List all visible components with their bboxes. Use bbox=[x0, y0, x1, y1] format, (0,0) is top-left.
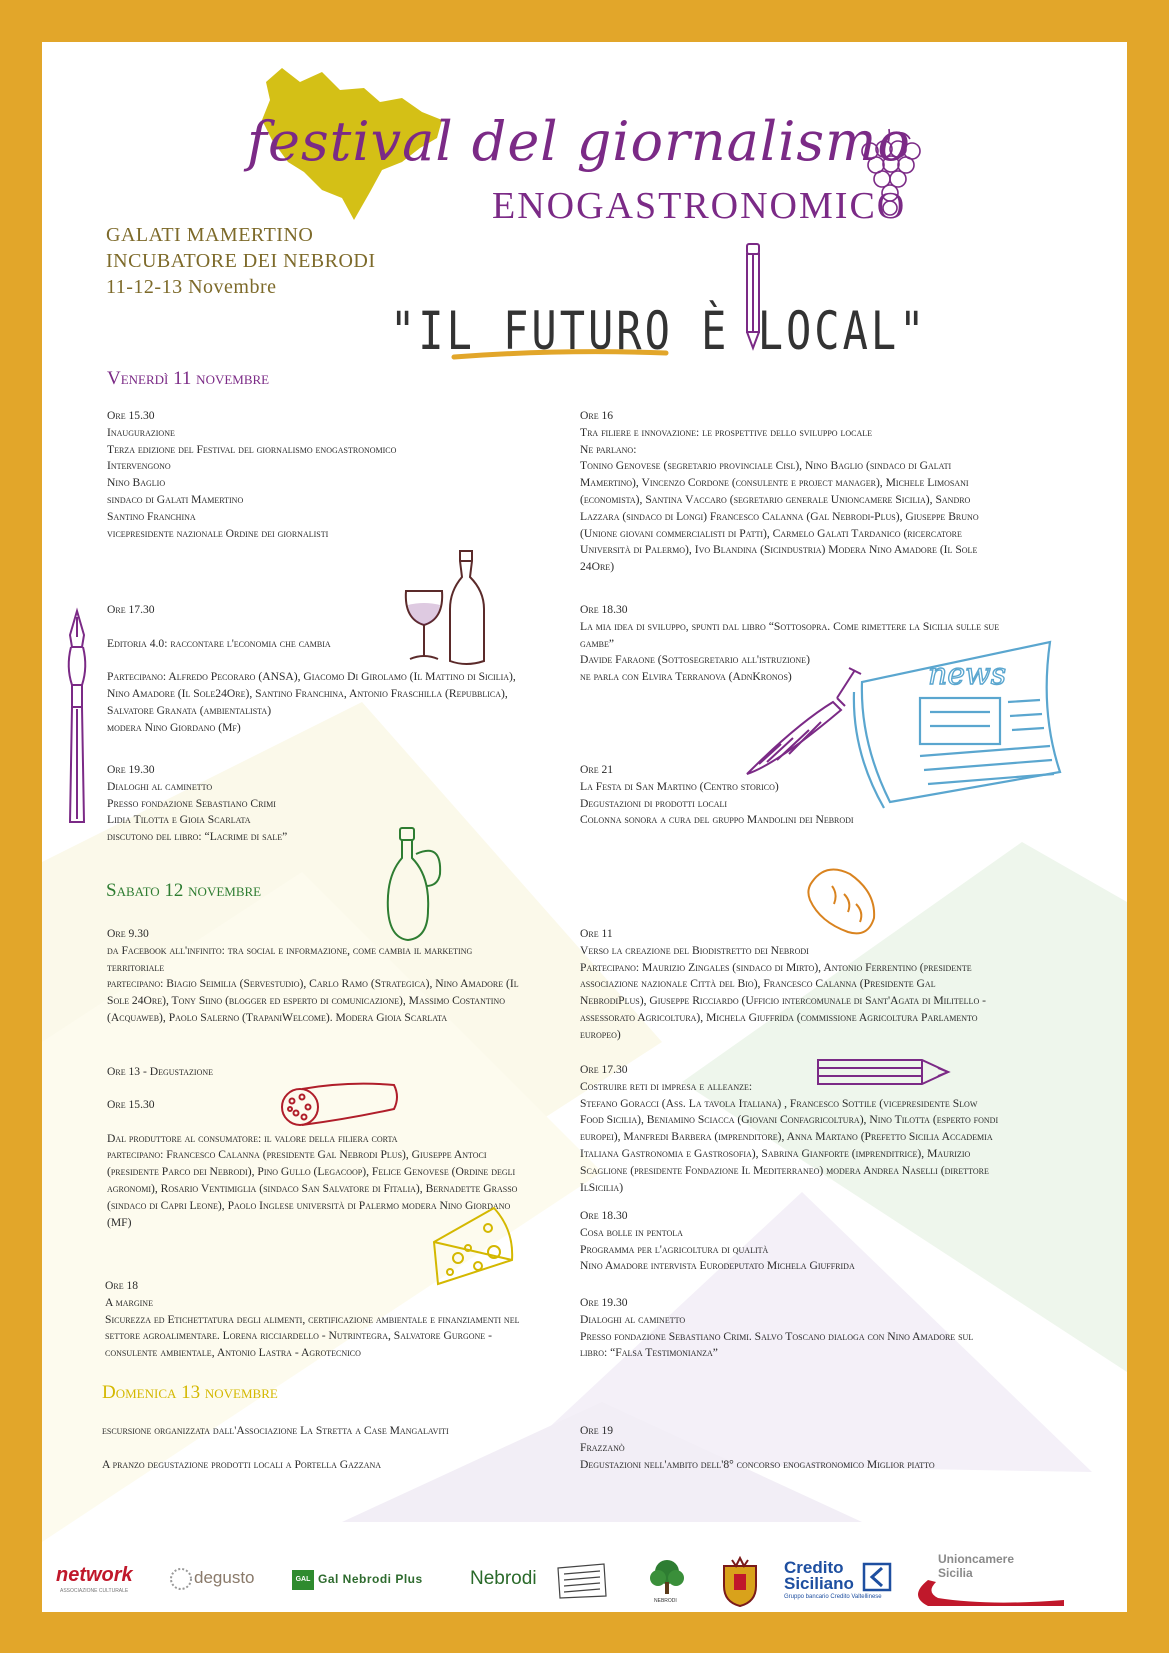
newspaper-logo-icon bbox=[554, 1562, 610, 1600]
credito-logo-icon bbox=[862, 1562, 892, 1592]
event-sabato-18: Ore 18 A margine Sicurezza ed Etichettatura degli alimenti, certificazione ambientale e finanziamenti nel settore agroalimentare. Lorena ricciardello - Nutrintegra, Salvatore Gurgone - consulente ambientale, Antonio Lastra - Agrotecnico bbox=[105, 1279, 520, 1360]
logo-unioncamere: Unioncamere bbox=[938, 1552, 1015, 1566]
day-header-venerdi: Venerdì 11 novembre bbox=[107, 368, 270, 389]
logo-credito-sub: Gruppo bancario Credito Valtellinese bbox=[784, 1594, 882, 1600]
place-town: GALATI MAMERTINO bbox=[106, 224, 314, 246]
event-sabato-1830: Ore 18.30 Cosa bolle in pentola Programma per l'agricoltura di qualità Nino Amadore intervista Eurodeputato Michela Giuffrida bbox=[580, 1209, 855, 1273]
pencil-icon bbox=[742, 240, 764, 352]
motto-text: "IL FUTURO È LOCAL" bbox=[390, 300, 928, 362]
event-venerdi-1830: Ore 18.30 La mia idea di sviluppo, spunti dal libro “Sottosopra. Come rimettere la Sicilia sulle sue gambe” Davide Faraone (Sottosegretario all'istruzione) ne parla con Elvira Terranova (AdnKronos) bbox=[580, 603, 1000, 684]
festival-subtitle: ENOGASTRONOMICO bbox=[492, 185, 907, 227]
logo-nebrodi: Nebrodi bbox=[470, 1568, 537, 1589]
logo-degusto: degusto bbox=[194, 1568, 255, 1587]
event-sabato-13: Ore 13 - Degustazione bbox=[107, 1065, 214, 1078]
event-sabato-11: Ore 11 Verso la creazione del Biodistretto dei Nebrodi Partecipano: Maurizio Zingales (sindaco di Mirto), Antonio Ferrentino (presidente associazione nazionale Città del Bio), Francesco Calanna (Presidente Gal NebrodiPlus), Giuseppe Ricciardo (Ufficio intercomunale di Sant'Agata di Militello - assessorato Agricoltura), Michela Giuffrida (commissione Agricoltura Parlamento europeo) bbox=[580, 927, 986, 1041]
event-venerdi-1530: Ore 15.30 Inaugurazione Terza edizione del Festival del giornalismo enogastronomico Intervengono Nino Baglio sindaco di Galati Mamertino Santino Franchina vicepresidente nazionale Ordine dei giornalisti bbox=[107, 409, 397, 540]
oil-cruet-illustration bbox=[382, 824, 446, 944]
unioncamere-swoosh-icon bbox=[908, 1576, 1068, 1610]
place-venue: INCUBATORE DEI NEBRODI bbox=[106, 250, 376, 272]
fountain-pen-illustration bbox=[60, 607, 94, 827]
pencil-sabato-illustration bbox=[814, 1054, 952, 1090]
event-sabato-1930: Ore 19.30 Dialoghi al caminetto Presso fondazione Sebastiano Crimi. Salvo Toscano dialoga con Nino Amadore sul libro: “Falsa Testimonianza” bbox=[580, 1296, 974, 1360]
logo-credito: Credito bbox=[784, 1558, 844, 1577]
degusto-icon bbox=[168, 1566, 194, 1592]
event-dates: 11-12-13 Novembre bbox=[106, 276, 277, 298]
news-label: news bbox=[928, 657, 1007, 692]
cheese-illustration bbox=[428, 1202, 518, 1292]
salami-illustration bbox=[278, 1079, 402, 1129]
logo-network: network bbox=[56, 1564, 133, 1586]
event-venerdi-1730: Ore 17.30 Editoria 4.0: raccontare l'economia che cambia Partecipano: Alfredo Pecoraro (ANSA), Giacomo Di Girolamo (Il Mattino di Sicilia), Nino Amadore (Il Sole24Ore), Santino Franchina, Antonio Fraschilla (Repubblica), Salvatore Granata (ambientalista) modera Nino Giordano (Mf) bbox=[107, 603, 516, 734]
event-venerdi-16: Ore 16 Tra filiere e innovazione: le prospettive dello sviluppo locale Ne parlano: Tonino Genovese (segretario provinciale Cisl), Nino Baglio (sindaco di Galati Mamertino), Vincenzo Cordone (consulente e project manager), Michele Limosani (economista), Santina Vaccaro (segretario generale Unioncamere Sicilia), Sandro Lazzara (sindaco di Longi) Francesco Calanna (Gal Nebrodi-Plus), Giuseppe Bruno (Unione giovani commercialisti di Patti), Carmelo Galati Tardanico (ricercatore Università di Palermo), Ivo Blandina (Sicindustria) Modera Nino Amadore (Il Sole 24Ore) bbox=[580, 409, 979, 574]
tree-logo-icon bbox=[648, 1558, 686, 1600]
logo-siciliano: Siciliano bbox=[784, 1574, 854, 1593]
logo-network-sub: ASSOCIAZIONE CULTURALE bbox=[60, 1588, 129, 1594]
coat-of-arms-icon bbox=[718, 1556, 762, 1608]
festival-title: festival del giornalismo bbox=[247, 110, 911, 173]
bread-illustration bbox=[802, 860, 882, 940]
event-domenica-19: Ore 19 Frazzanò Degustazioni nell'ambito dell'8° concorso enogastronomico Miglior piatto bbox=[580, 1424, 935, 1471]
event-venerdi-1930: Ore 19.30 Dialoghi al caminetto Presso fondazione Sebastiano Crimi Lidia Tilotta e Gioia Scarlata discutono del libro: “Lacrime di sale” bbox=[107, 763, 288, 844]
logo-nebrodi-small: NEBRODI bbox=[654, 1598, 677, 1604]
day-header-sabato: Sabato 12 novembre bbox=[106, 880, 262, 901]
wine-glass-bottle-illustration bbox=[400, 547, 490, 669]
newspaper-illustration bbox=[850, 632, 1065, 812]
event-venerdi-21: Ore 21 La Festa di San Martino (Centro storico) Degustazioni di prodotti locali Colonna sonora a cura del gruppo Mandolini dei Nebrodi bbox=[580, 763, 854, 827]
sponsor-bar bbox=[42, 1548, 1127, 1612]
logo-gal-badge: GAL bbox=[292, 1570, 314, 1590]
day-header-domenica: Domenica 13 novembre bbox=[102, 1382, 278, 1403]
event-domenica-morning: escursione organizzata dall'Associazione La Stretta a Case Mangalaviti A pranzo degustazione prodotti locali a Portella Gazzana bbox=[102, 1424, 449, 1471]
logo-gal-nebrodi: Gal Nebrodi Plus bbox=[318, 1572, 423, 1586]
event-sabato-1730: Ore 17.30 Costruire reti di impresa e alleanze: Stefano Goracci (Ass. La tavola Italiana) , Francesco Sottile (vicepresidente Slow Food Sicilia), Beniamino Sciacca (Giovani Confagricoltura), Nino Tilotta (esperto fondi europei), Manfredi Barbera (imprenditore), Anna Martano (Prefetto Sicilia Accademia Italiana Gastronomia e Gastrosofia), Sabrina Gianforte (imprenditrice), Maurizio Scaglione (presidente Fondazione Il Mediterraneo) modera Andrea Naselli (direttore IlSicilia) bbox=[580, 1063, 999, 1194]
poster bbox=[42, 42, 1127, 1612]
brush-illustration bbox=[737, 664, 867, 784]
motto-underline bbox=[450, 347, 670, 363]
event-sabato-1530: Ore 15.30 Dal produttore al consumatore: il valore della filiera corta partecipano: Francesco Calanna (presidente Gal Nebrodi Plus), Giuseppe Antoci (presidente Parco dei Nebrodi), Pino Gullo (Legacoop), Felice Genovese (Ordine degli agronomi), Rosario Ventimiglia (sindaco San Salvatore di Fitalia), Bernadette Grasso (sindaco di Capri Leone), Paolo Inglese università di Palermo modera Nino Giordano (MF) bbox=[107, 1098, 518, 1229]
logo-unioncamere-sicilia: Sicilia bbox=[938, 1566, 973, 1580]
event-sabato-930: Ore 9.30 da Facebook all'infinito: tra social e informazione, come cambia il marketing territoriale partecipano: Biagio Seimilia (Servestudio), Carlo Ramo (Strategica), Nino Amadore (Il Sole 24Ore), Tony Siino (blogger ed esperto di comunicazione), Massimo Costantino (Acquaweb), Paolo Salerno (TrapaniWelcome). Modera Gioia Scarlata bbox=[107, 927, 519, 1024]
grapes-icon bbox=[854, 127, 924, 222]
